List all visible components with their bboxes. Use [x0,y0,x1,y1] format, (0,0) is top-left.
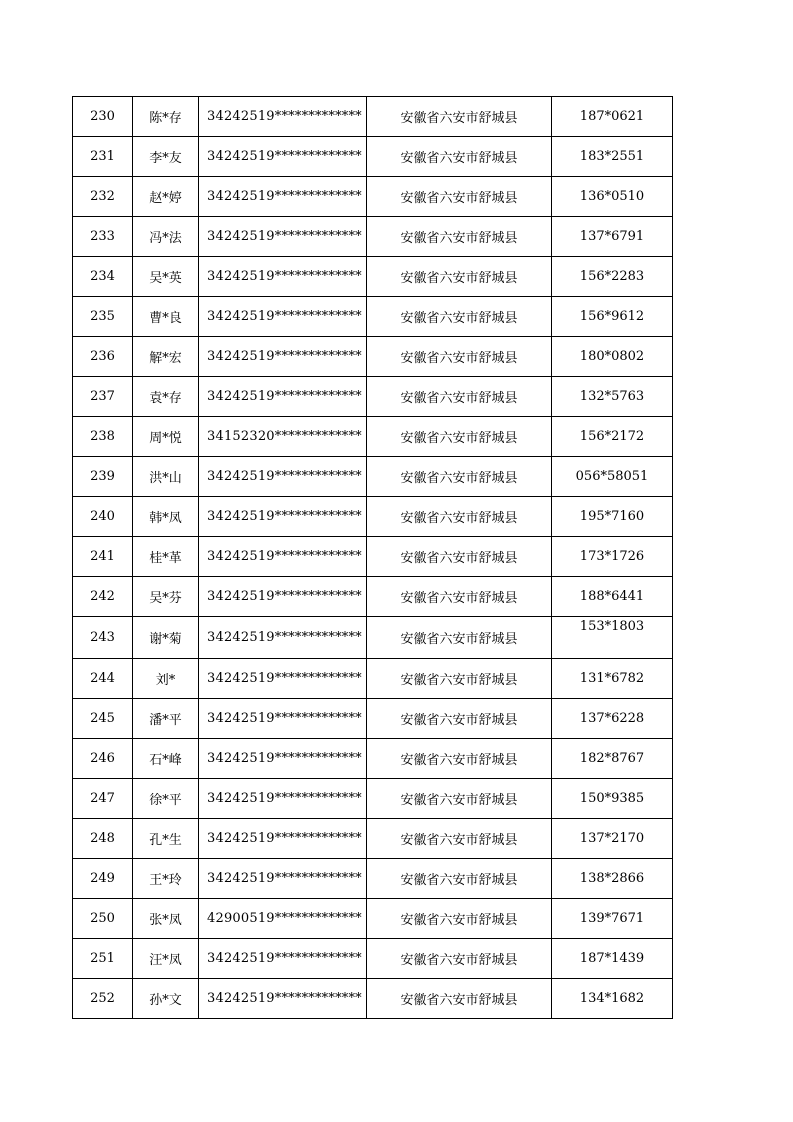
address-cell: 安徽省六安市舒城县 [367,137,552,177]
row-number-cell: 235 [73,297,133,337]
address-cell: 安徽省六安市舒城县 [367,97,552,137]
row-number-cell: 252 [73,979,133,1019]
row-number-cell: 238 [73,417,133,457]
table-row [73,377,673,417]
id-number-cell: 34242519************* [199,217,367,257]
phone-cell: 137*6228 [552,699,673,739]
phone-cell: 173*1726 [552,537,673,577]
address-cell: 安徽省六安市舒城县 [367,177,552,217]
id-number-cell: 34242519************* [199,979,367,1019]
address-cell: 安徽省六安市舒城县 [367,377,552,417]
id-number-cell: 34242519************* [199,537,367,577]
table-row [73,979,673,1019]
address-cell: 安徽省六安市舒城县 [367,859,552,899]
table-row [73,537,673,577]
phone-cell: 131*6782 [552,659,673,699]
address-cell: 安徽省六安市舒城县 [367,899,552,939]
address-cell: 安徽省六安市舒城县 [367,819,552,859]
row-number-cell: 242 [73,577,133,617]
name-cell: 周*悦 [133,417,199,457]
id-number-cell: 34242519************* [199,457,367,497]
address-cell: 安徽省六安市舒城县 [367,457,552,497]
name-cell: 洪*山 [133,457,199,497]
table-row [73,779,673,819]
row-number-cell: 243 [73,617,133,659]
table-row [73,217,673,257]
table-row [73,177,673,217]
phone-cell: 187*0621 [552,97,673,137]
phone-cell: 187*1439 [552,939,673,979]
table-row [73,297,673,337]
id-number-cell: 34242519************* [199,699,367,739]
row-number-cell: 241 [73,537,133,577]
table-row [73,859,673,899]
address-cell: 安徽省六安市舒城县 [367,739,552,779]
table-row [73,699,673,739]
id-number-cell: 34242519************* [199,257,367,297]
phone-cell: 136*0510 [552,177,673,217]
phone-cell: 182*8767 [552,739,673,779]
address-cell: 安徽省六安市舒城县 [367,217,552,257]
phone-cell: 183*2551 [552,137,673,177]
address-cell: 安徽省六安市舒城县 [367,939,552,979]
id-number-cell: 34242519************* [199,137,367,177]
id-number-cell: 34242519************* [199,497,367,537]
id-number-cell: 34242519************* [199,819,367,859]
address-cell: 安徽省六安市舒城县 [367,577,552,617]
table-row [73,97,673,137]
name-cell: 桂*革 [133,537,199,577]
id-number-cell: 42900519************* [199,899,367,939]
name-cell: 解*宏 [133,337,199,377]
table-row [73,739,673,779]
phone-cell: 056*58051 [552,457,673,497]
row-number-cell: 249 [73,859,133,899]
row-number-cell: 248 [73,819,133,859]
row-number-cell: 240 [73,497,133,537]
id-number-cell: 34242519************* [199,337,367,377]
name-cell: 王*玲 [133,859,199,899]
name-cell: 徐*平 [133,779,199,819]
id-number-cell: 34242519************* [199,859,367,899]
row-number-cell: 232 [73,177,133,217]
id-number-cell: 34242519************* [199,659,367,699]
row-number-cell: 250 [73,899,133,939]
name-cell: 刘* [133,659,199,699]
name-cell: 赵*婷 [133,177,199,217]
table-row [73,659,673,699]
name-cell: 冯*法 [133,217,199,257]
address-cell: 安徽省六安市舒城县 [367,497,552,537]
table-row [73,617,673,659]
table-row [73,257,673,297]
name-cell: 张*凤 [133,899,199,939]
phone-cell: 139*7671 [552,899,673,939]
phone-cell: 153*1803 [552,617,673,659]
table-row [73,137,673,177]
address-cell: 安徽省六安市舒城县 [367,979,552,1019]
id-number-cell: 34242519************* [199,297,367,337]
roster-body [73,97,673,1019]
address-cell: 安徽省六安市舒城县 [367,537,552,577]
name-cell: 潘*平 [133,699,199,739]
table-row [73,577,673,617]
id-number-cell: 34242519************* [199,939,367,979]
address-cell: 安徽省六安市舒城县 [367,617,552,659]
row-number-cell: 245 [73,699,133,739]
id-number-cell: 34242519************* [199,739,367,779]
address-cell: 安徽省六安市舒城县 [367,257,552,297]
id-number-cell: 34242519************* [199,617,367,659]
name-cell: 孔*生 [133,819,199,859]
id-number-cell: 34242519************* [199,97,367,137]
phone-cell: 132*5763 [552,377,673,417]
table-row [73,939,673,979]
phone-cell: 180*0802 [552,337,673,377]
address-cell: 安徽省六安市舒城县 [367,417,552,457]
row-number-cell: 244 [73,659,133,699]
name-cell: 韩*凤 [133,497,199,537]
row-number-cell: 239 [73,457,133,497]
table-row [73,457,673,497]
row-number-cell: 246 [73,739,133,779]
address-cell: 安徽省六安市舒城县 [367,337,552,377]
address-cell: 安徽省六安市舒城县 [367,659,552,699]
phone-cell: 156*2172 [552,417,673,457]
table-row [73,497,673,537]
phone-cell: 150*9385 [552,779,673,819]
name-cell: 孙*文 [133,979,199,1019]
name-cell: 李*友 [133,137,199,177]
phone-cell: 188*6441 [552,577,673,617]
row-number-cell: 237 [73,377,133,417]
name-cell: 陈*存 [133,97,199,137]
row-number-cell: 251 [73,939,133,979]
name-cell: 曹*良 [133,297,199,337]
table-row [73,337,673,377]
roster-table [72,96,673,1019]
address-cell: 安徽省六安市舒城县 [367,699,552,739]
phone-cell: 137*6791 [552,217,673,257]
name-cell: 袁*存 [133,377,199,417]
id-number-cell: 34242519************* [199,577,367,617]
address-cell: 安徽省六安市舒城县 [367,297,552,337]
id-number-cell: 34242519************* [199,177,367,217]
phone-cell: 156*9612 [552,297,673,337]
name-cell: 吴*芬 [133,577,199,617]
row-number-cell: 230 [73,97,133,137]
row-number-cell: 231 [73,137,133,177]
id-number-cell: 34152320************* [199,417,367,457]
row-number-cell: 247 [73,779,133,819]
address-cell: 安徽省六安市舒城县 [367,779,552,819]
name-cell: 石*峰 [133,739,199,779]
row-number-cell: 236 [73,337,133,377]
phone-cell: 138*2866 [552,859,673,899]
table-row [73,899,673,939]
name-cell: 谢*菊 [133,617,199,659]
phone-cell: 195*7160 [552,497,673,537]
id-number-cell: 34242519************* [199,377,367,417]
phone-cell: 137*2170 [552,819,673,859]
phone-cell: 134*1682 [552,979,673,1019]
phone-cell: 156*2283 [552,257,673,297]
id-number-cell: 34242519************* [199,779,367,819]
table-row [73,819,673,859]
row-number-cell: 234 [73,257,133,297]
row-number-cell: 233 [73,217,133,257]
table-row [73,417,673,457]
name-cell: 汪*凤 [133,939,199,979]
name-cell: 吴*英 [133,257,199,297]
